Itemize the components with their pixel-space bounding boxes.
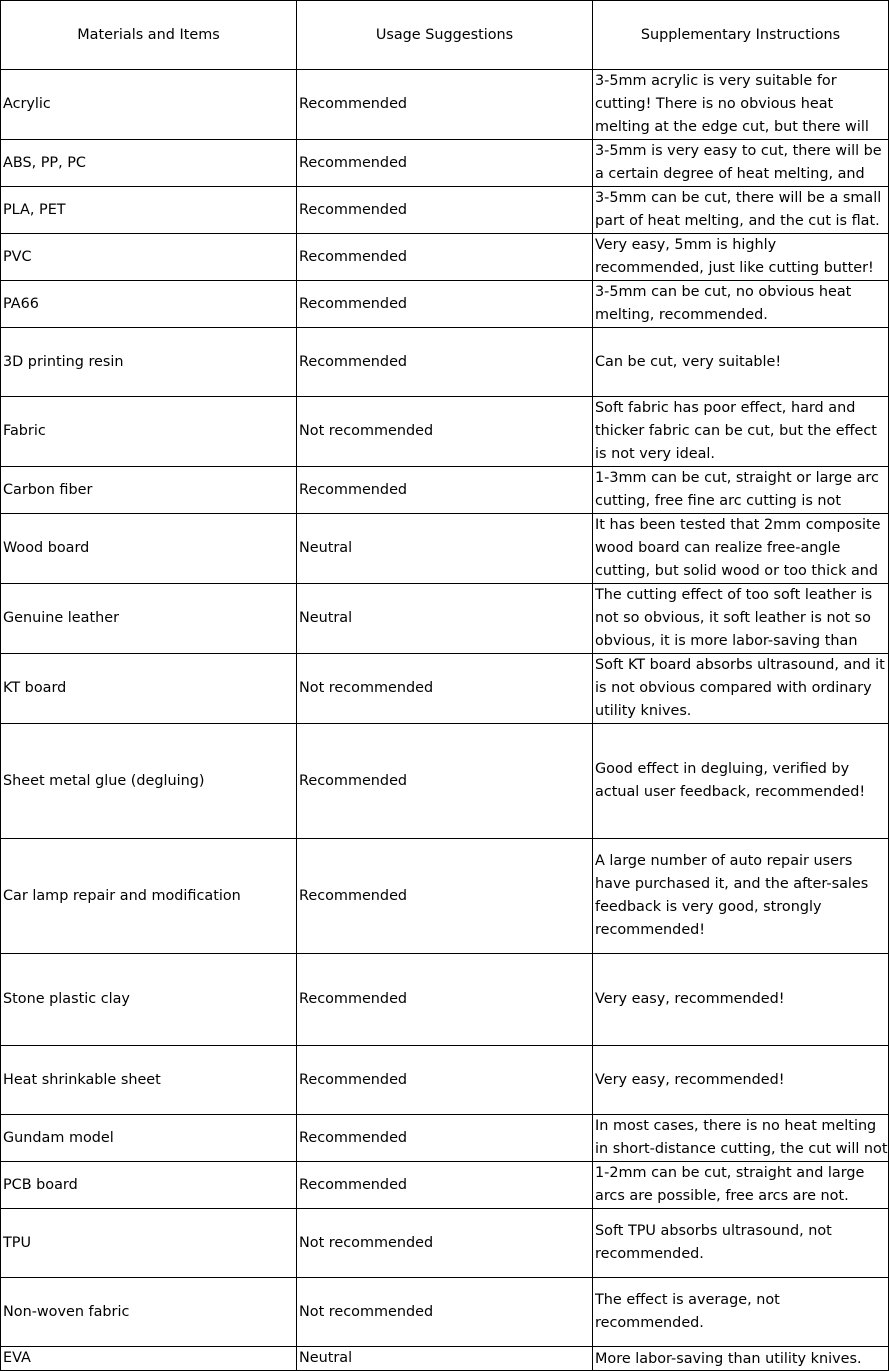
material-cell: EVA <box>1 1347 297 1371</box>
table-row <box>1 467 889 514</box>
notes-text: It has been tested that 2mm composite wood board can realize free-angle cutting, but solid wood or too thick and <box>595 517 881 579</box>
usage-cell: Neutral <box>297 1347 593 1371</box>
table-row <box>1 70 889 140</box>
table-row <box>1 514 889 584</box>
table-row <box>1 724 889 839</box>
table-row <box>1 140 889 187</box>
usage-cell: Recommended <box>297 724 593 839</box>
usage-cell: Recommended <box>297 234 593 281</box>
table-row <box>1 281 889 328</box>
header-notes: Supplementary Instructions <box>593 1 889 70</box>
table-row <box>1 1347 889 1371</box>
material-cell: Stone plastic clay <box>1 954 297 1046</box>
notes-text: More labor-saving than utility knives. <box>595 1350 862 1367</box>
table-row <box>1 839 889 954</box>
table-row <box>1 397 889 467</box>
table-row <box>1 234 889 281</box>
table-row <box>1 1209 889 1278</box>
notes-text: Soft fabric has poor effect, hard and thicker fabric can be cut, but the effect is not very ideal. <box>595 400 877 462</box>
material-cell: KT board <box>1 654 297 724</box>
material-cell: Carbon fiber <box>1 467 297 514</box>
notes-cell <box>593 328 889 397</box>
notes-text: 1-2mm can be cut, straight and large arcs are possible, free arcs are not. <box>595 1165 865 1204</box>
usage-cell: Recommended <box>297 954 593 1046</box>
table-row <box>1 187 889 234</box>
notes-text: Good effect in degluing, verified by actual user feedback, recommended! <box>595 761 866 800</box>
notes-cell <box>593 514 889 584</box>
notes-text: Very easy, recommended! <box>595 1071 785 1088</box>
notes-text: The effect is average, not recommended. <box>595 1292 780 1331</box>
material-cell: PVC <box>1 234 297 281</box>
material-cell: Genuine leather <box>1 584 297 654</box>
notes-text: 3-5mm is very easy to cut, there will be a certain degree of heat melting, and <box>595 143 882 182</box>
notes-cell <box>593 724 889 839</box>
table-row <box>1 1278 889 1347</box>
material-cell: ABS, PP, PC <box>1 140 297 187</box>
notes-text: Very easy, recommended! <box>595 991 785 1007</box>
notes-cell <box>593 467 889 514</box>
material-cell: 3D printing resin <box>1 328 297 397</box>
notes-text: 3-5mm can be cut, there will be a small part of heat melting, and the cut is flat. <box>595 190 882 229</box>
material-cell: Gundam model <box>1 1115 297 1162</box>
notes-cell <box>593 1278 889 1347</box>
material-cell: Sheet metal glue (degluing) <box>1 724 297 839</box>
notes-text: 3-5mm can be cut, no obvious heat melting, recommended. <box>595 284 852 323</box>
notes-text: A large number of auto repair users have purchased it, and the after-sales feedback is very good, strongly recommended! <box>595 853 869 938</box>
usage-cell: Recommended <box>297 70 593 140</box>
usage-cell: Not recommended <box>297 654 593 724</box>
table-row <box>1 1162 889 1209</box>
notes-cell <box>593 1115 889 1162</box>
notes-cell <box>593 187 889 234</box>
usage-cell: Recommended <box>297 1046 593 1115</box>
notes-cell <box>593 397 889 467</box>
material-cell: Wood board <box>1 514 297 584</box>
usage-cell: Recommended <box>297 1162 593 1209</box>
usage-cell: Recommended <box>297 328 593 397</box>
notes-cell <box>593 281 889 328</box>
material-cell: Heat shrinkable sheet <box>1 1046 297 1115</box>
table-row <box>1 1115 889 1162</box>
notes-cell <box>593 1209 889 1278</box>
usage-cell: Not recommended <box>297 397 593 467</box>
notes-text: 1-3mm can be cut, straight or large arc cutting, free fine arc cutting is not <box>595 470 879 509</box>
notes-cell <box>593 140 889 187</box>
notes-text: 3-5mm acrylic is very suitable for cutting! There is no obvious heat melting at the edge cut, but there will <box>595 73 869 135</box>
notes-cell <box>593 584 889 654</box>
material-cell: PA66 <box>1 281 297 328</box>
table-row <box>1 954 889 1046</box>
material-cell: Non-woven fabric <box>1 1278 297 1347</box>
notes-text: Soft KT board absorbs ultrasound, and it is not obvious compared with ordinary utility knives. <box>595 657 885 719</box>
material-cell: TPU <box>1 1209 297 1278</box>
table-header-row <box>1 1 889 70</box>
notes-cell <box>593 654 889 724</box>
usage-cell: Not recommended <box>297 1278 593 1347</box>
notes-cell <box>593 234 889 281</box>
material-cell: Fabric <box>1 397 297 467</box>
usage-cell: Recommended <box>297 467 593 514</box>
usage-cell: Recommended <box>297 140 593 187</box>
table-row <box>1 584 889 654</box>
usage-cell: Recommended <box>297 187 593 234</box>
material-cell: PLA, PET <box>1 187 297 234</box>
notes-text: The cutting effect of too soft leather is not so obvious, it soft leather is not so obvious, it is more labor-saving than <box>595 587 873 649</box>
header-usage: Usage Suggestions <box>297 1 593 70</box>
material-cell: PCB board <box>1 1162 297 1209</box>
notes-text: Very easy, 5mm is highly recommended, just like cutting butter! <box>595 237 874 276</box>
notes-cell <box>593 1162 889 1209</box>
notes-text: Can be cut, very suitable! <box>595 353 782 370</box>
usage-cell: Neutral <box>297 514 593 584</box>
table-row <box>1 654 889 724</box>
notes-text: In most cases, there is no heat melting in short-distance cutting, the cut will not <box>595 1118 888 1157</box>
notes-cell <box>593 954 889 1046</box>
usage-cell: Neutral <box>297 584 593 654</box>
notes-cell <box>593 70 889 140</box>
notes-cell <box>593 839 889 954</box>
notes-cell <box>593 1046 889 1115</box>
usage-cell: Not recommended <box>297 1209 593 1278</box>
material-cell: Car lamp repair and modification <box>1 839 297 954</box>
table-row <box>1 328 889 397</box>
notes-cell <box>593 1347 889 1371</box>
notes-text: Soft TPU absorbs ultrasound, not recommended. <box>595 1223 832 1262</box>
usage-cell: Recommended <box>297 1115 593 1162</box>
material-cell: Acrylic <box>1 70 297 140</box>
usage-cell: Recommended <box>297 281 593 328</box>
table-row <box>1 1046 889 1115</box>
header-materials: Materials and Items <box>1 1 297 70</box>
usage-cell: Recommended <box>297 839 593 954</box>
